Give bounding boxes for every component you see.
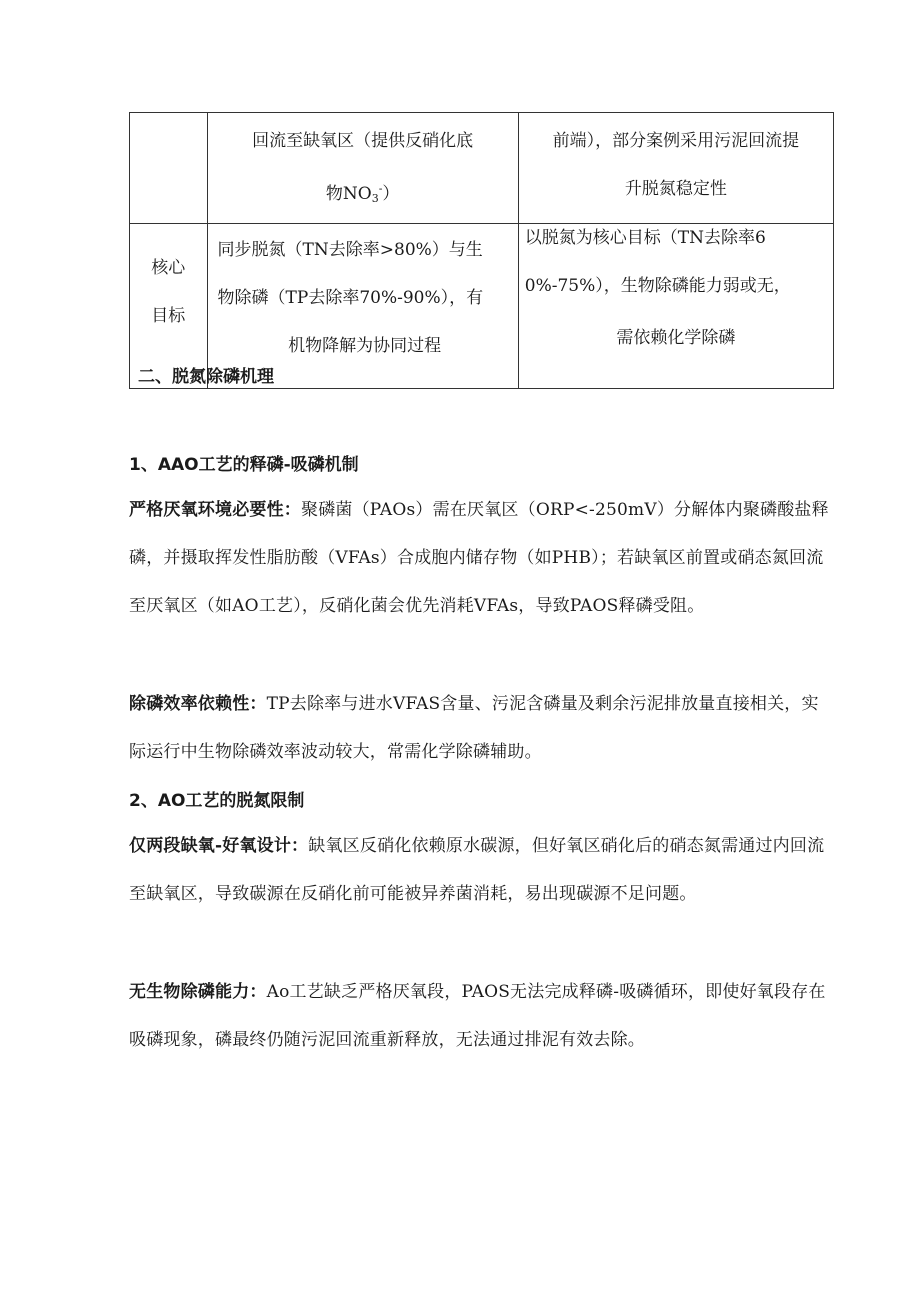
paragraph-text: TP去除率与进水VFAS含量、污泥含磷量及剩余污泥排放量直接相关，实际运行中生物除磷效率波动较大，常需化学除磷辅助。	[129, 694, 819, 762]
table-row	[130, 113, 834, 224]
comparison-table	[129, 112, 834, 389]
paragraph-label: 除磷效率依赖性：	[129, 694, 267, 714]
paragraph	[129, 486, 834, 630]
cell-text-line: 回流至缺氧区（提供反硝化底	[252, 131, 474, 151]
cell-text-line: 前端），部分案例采用污泥回流提	[552, 131, 800, 151]
cell-text-line: 机物降解为协同过程	[288, 336, 442, 356]
cell-text-line: 目标	[151, 306, 186, 326]
cell-text-line	[214, 165, 512, 223]
cell-text-line: 需依赖化学除磷	[616, 328, 736, 348]
cell-text-line: 同步脱氮（TN去除率>80%）与生	[217, 240, 483, 260]
subsection-heading: 2、AO工艺的脱氮限制	[129, 791, 305, 811]
formula-prefix: 物NO	[325, 184, 372, 204]
paragraph-label: 仅两段缺氧-好氧设计：	[129, 836, 309, 856]
paragraph	[129, 680, 834, 776]
formula-superscript: -	[378, 182, 383, 195]
table-cell-ao	[518, 113, 833, 224]
section-heading: 二、脱氮除磷机理	[138, 367, 274, 387]
formula-suffix: ）	[382, 184, 400, 204]
paragraph	[129, 822, 834, 918]
subsection-heading: 1、AAO工艺的释磷-吸磷机制	[129, 455, 359, 475]
paragraph-label: 无生物除磷能力：	[129, 982, 267, 1002]
cell-text-line: 核心	[151, 258, 186, 278]
table-cell-label	[130, 113, 208, 224]
paragraph-text: 聚磷菌（PAOs）需在厌氧区（ORP<-250mV）分解体内聚磷酸盐释磷，并摄取挥发性脂肪酸（VFAs）合成胞内储存物（如PHB）；若缺氧区前置或硝态氮回流至厌氧区（如AO工艺），反硝化菌会优先消耗VFAs，导致PAOS释磷受阻。	[129, 500, 829, 616]
formula-subscript: 3	[371, 192, 379, 205]
paragraph	[129, 968, 834, 1064]
paragraph-text: Ao工艺缺乏严格厌氧段，PAOS无法完成释磷-吸磷循环，即使好氧段存在吸磷现象，磷最终仍随污泥回流重新释放，无法通过排泥有效去除。	[129, 982, 826, 1050]
cell-text-line: 升脱氮稳定性	[624, 179, 727, 199]
paragraph-text: 缺氧区反硝化依赖原水碳源，但好氧区硝化后的硝态氮需通过内回流至缺氧区，导致碳源在反硝化前可能被异养菌消耗，易出现碳源不足问题。	[129, 836, 825, 904]
cell-text-line: 物除磷（TP去除率70%-90%），有	[217, 288, 484, 308]
table-cell-aao	[207, 113, 518, 224]
paragraph-label: 严格厌氧环境必要性：	[129, 500, 301, 520]
cell-text-line: 0%-75%），生物除磷能力弱或无，	[524, 276, 791, 296]
table-cell-ao	[518, 224, 833, 389]
cell-text-line: 以脱氮为核心目标（TN去除率6	[524, 228, 766, 248]
